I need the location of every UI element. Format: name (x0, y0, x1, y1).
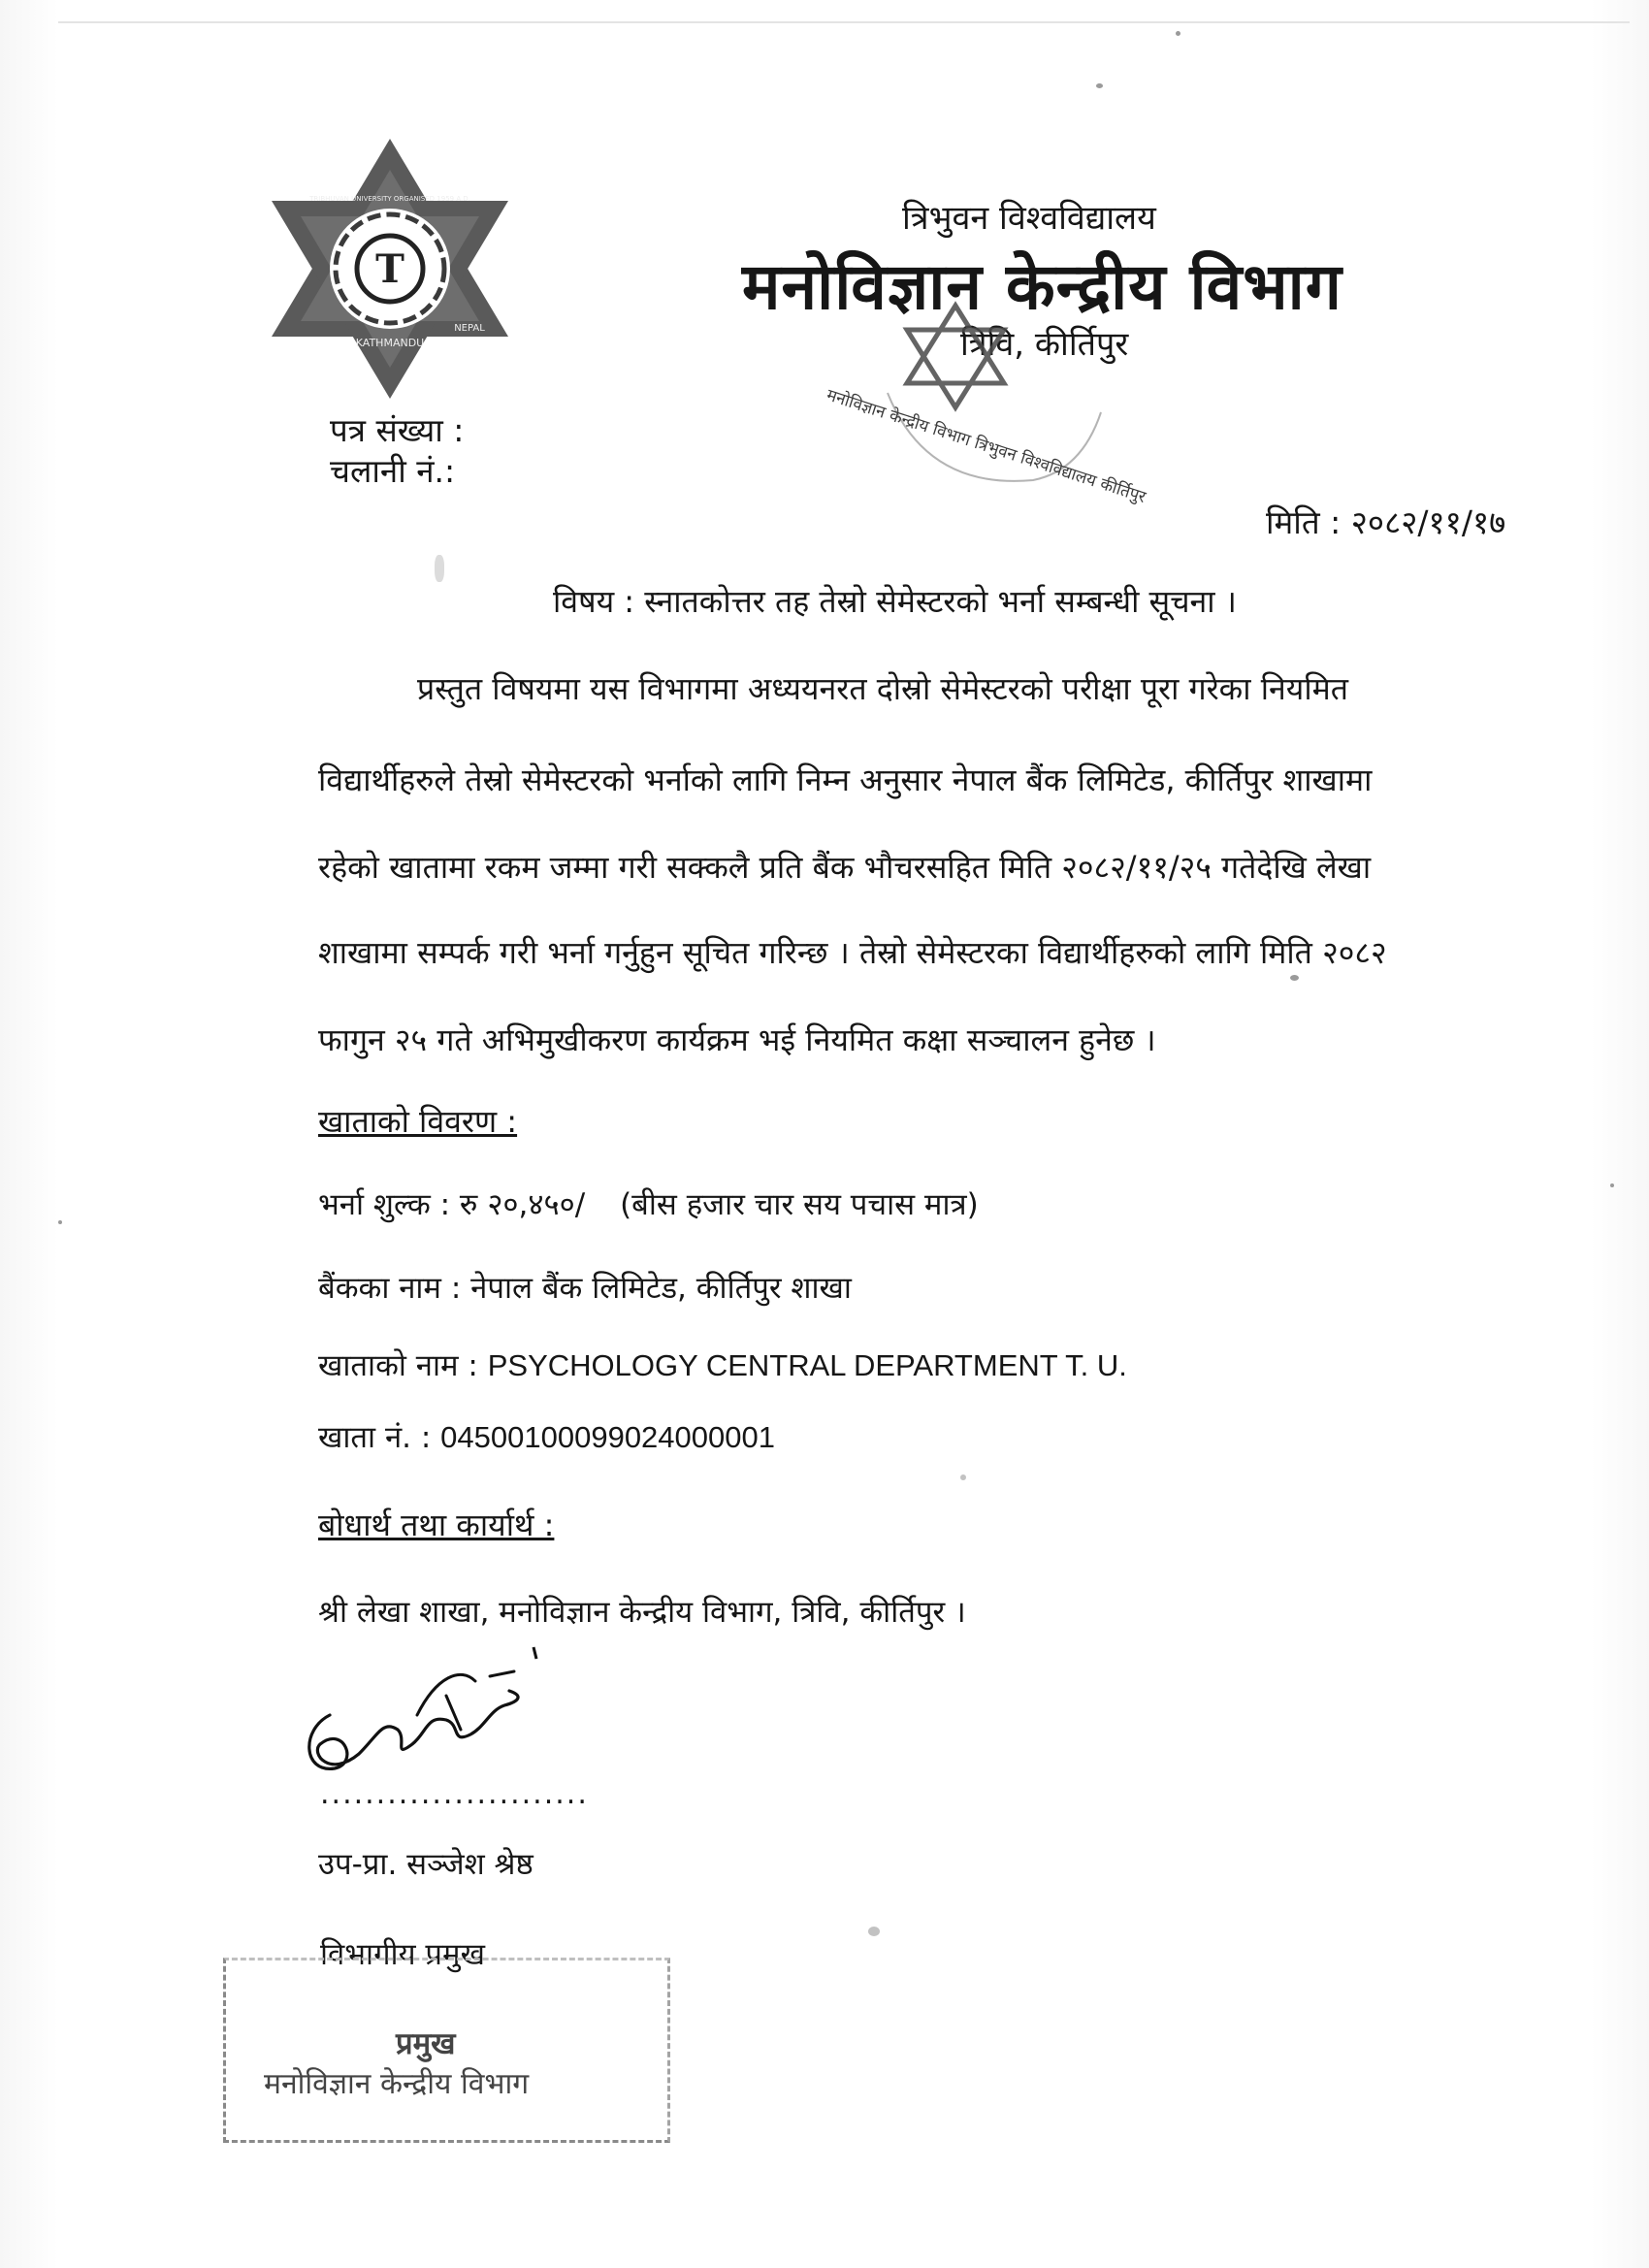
account-number-value: 04500100099024000001 (440, 1420, 775, 1454)
date-line (1266, 500, 1505, 543)
body-line: फागुन २५ गते अभिमुखीकरण कार्यक्रम भई नियमित कक्षा सञ्चालन हुनेछ । (318, 1021, 1156, 1058)
department-name: मनोविज्ञान केन्द्रीय विभाग (742, 249, 1342, 324)
body-line: विद्यार्थीहरुले तेस्रो सेमेस्टरको भर्नाको लागि निम्न अनुसार नेपाल बैंक लिमिटेड, कीर्तिपुर शाखामा (318, 761, 1373, 798)
scan-speck (435, 555, 444, 582)
logo-text-kathmandu: KATHMANDU (355, 337, 425, 349)
bank-label: बैंकका नाम : (318, 1271, 462, 1306)
fee-label: भर्ना शुल्क : (318, 1187, 451, 1222)
date-value: २०८२/११/१७ (1350, 503, 1506, 541)
scan-edge-line (58, 21, 1630, 23)
scan-speck (58, 1220, 62, 1224)
cc-heading: बोधार्थ तथा कार्यार्थ : (318, 1507, 555, 1543)
seal-text: मनोविज्ञान केन्द्रीय विभाग त्रिभुवन विश्वविद्यालय कीर्तिपुर (824, 385, 1148, 508)
account-name-line (318, 1345, 1127, 1385)
handwritten-signature (291, 1637, 543, 1783)
signer-name: उप-प्रा. सञ्जेश श्रेष्ठ (318, 1847, 534, 1882)
account-details-heading: खाताको विवरण : (318, 1103, 518, 1140)
cc-line: श्री लेखा शाखा, मनोविज्ञान केन्द्रीय विभाग, त्रिवि, कीर्तिपुर । (318, 1595, 966, 1630)
bank-value: नेपाल बैंक लिमिटेड, कीर्तिपुर शाखा (470, 1271, 852, 1306)
body-line: शाखामा सम्पर्क गरी भर्ना गर्नुहुन सूचित गरिन्छ । तेस्रो सेमेस्टरका विद्यार्थीहरुको लागि मिति २०८२ (318, 934, 1387, 971)
fee-in-words: (बीस हजार चार सय पचास मात्र) (620, 1187, 979, 1222)
signature-dotted-line: ........................ (320, 1777, 589, 1811)
body-line: प्रस्तुत विषयमा यस विभागमा अध्ययनरत दोस्रो सेमेस्टरको परीक्षा पूरा गरेका नियमित (417, 670, 1348, 707)
logo-text-top: TRIBHUVAN UNIVERSITY ORGANISED 1959 A.D. (309, 195, 470, 203)
fee-value: रु २०,४५०/ (459, 1187, 586, 1222)
account-name-value: PSYCHOLOGY CENTRAL DEPARTMENT T. U. (487, 1348, 1127, 1382)
stamp-text-head: प्रमुख (396, 2026, 456, 2061)
department-seal (824, 286, 1148, 519)
body-line: रहेको खातामा रकम जम्मा गरी सक्कलै प्रति बैंक भौचरसहित मिति २०८२/११/२५ गतेदेखि लेखा (318, 849, 1372, 886)
scan-speck (1290, 975, 1299, 981)
letter-number-label: पत्र संख्या : (330, 411, 465, 449)
account-name-label: खाताको नाम : (318, 1348, 478, 1383)
account-number-line (318, 1416, 775, 1457)
bank-line (318, 1267, 852, 1308)
dispatch-number-label: चलानी नं.: (330, 452, 456, 490)
account-number-label: खाता नं. : (318, 1420, 432, 1455)
scan-speck (1610, 1183, 1614, 1187)
university-logo (254, 131, 526, 405)
stamp-text-department: मनोविज्ञान केन्द्रीय विभाग (264, 2067, 530, 2101)
scan-speck (868, 1927, 880, 1936)
fee-line (318, 1183, 979, 1224)
scan-speck (960, 1474, 966, 1480)
department-location: त्रिवि, कीर्तिपुर (960, 325, 1129, 364)
signer-title: विभागीय प्रमुख (320, 1937, 485, 1972)
logo-text-nepal: NEPAL (454, 323, 485, 334)
subject-line: विषय : स्नातकोत्तर तह तेस्रो सेमेस्टरको भर्ना सम्बन्धी सूचना । (553, 583, 1237, 620)
date-label: मिति : (1266, 503, 1342, 541)
scan-speck (1096, 83, 1103, 88)
scan-speck (1176, 31, 1180, 36)
university-name: त्रिभुवन विश्वविद्यालय (902, 199, 1156, 238)
svg-text:T: T (375, 246, 404, 292)
